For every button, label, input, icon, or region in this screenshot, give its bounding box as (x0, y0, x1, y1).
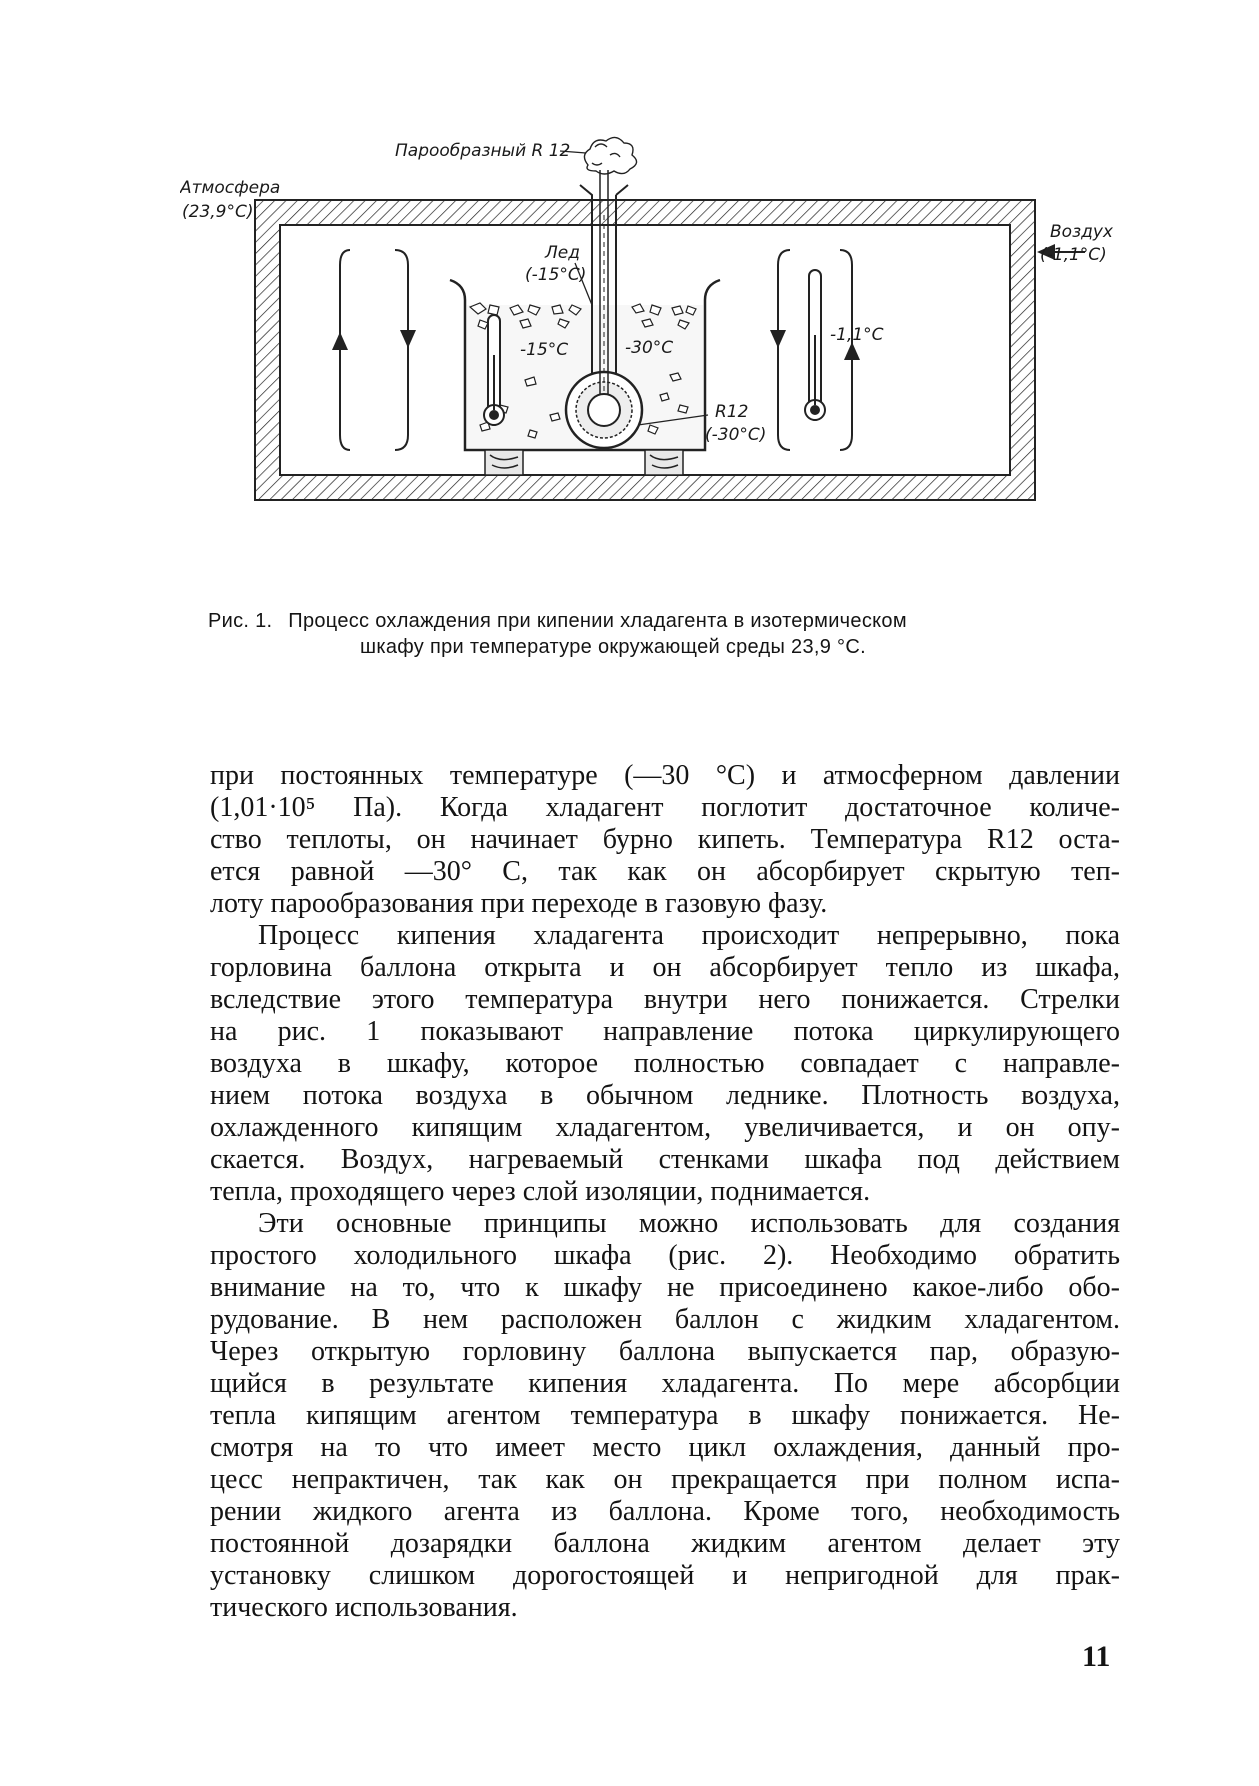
label-air: Воздух (1050, 222, 1113, 242)
thermometer-right (805, 270, 825, 420)
text-line: тического использования. (210, 1592, 518, 1623)
label-atmosphere: Атмосфера (180, 178, 281, 198)
thermometer-left (484, 315, 504, 425)
text-line: тепла кипящим агентом температура в шкафу понижается. Не- (210, 1400, 1120, 1431)
text-line: внимание на то, что к шкафу не присоединено какое-либо обо- (210, 1272, 1120, 1303)
text-line: рении жидкого агента из баллона. Кроме того, необходимость (210, 1496, 1120, 1527)
text-line: горловина баллона открыта и он абсорбирует тепло из шкафа, (210, 952, 1120, 983)
vapor-cloud (584, 137, 636, 174)
text-line: смотря на то что имеет место цикл охлаждения, данный про- (210, 1432, 1120, 1463)
text-line: простого холодильного шкафа (рис. 2). Необходимо обратить (210, 1240, 1120, 1271)
caption-number: Рис. 1. (208, 610, 273, 632)
text-line: ется равной —30° С, так как он абсорбирует скрытую теп- (210, 856, 1120, 887)
air-circulation-left (340, 250, 408, 450)
text-line: воздуха в шкафу, которое полностью совпадает с направле- (210, 1048, 1120, 1079)
caption-line-2: шкафу при температуре окружающей среды 23,9 °С. (360, 636, 866, 658)
label-vapor: Парообразный R 12 (395, 141, 571, 161)
caption-line-1 (208, 608, 1128, 634)
label-left-thermo: -15°C (520, 340, 569, 360)
text-line: установку слишком дорогостоящей и непригодной для прак- (210, 1560, 1120, 1591)
label-ice-temp: (-15°C) (525, 265, 587, 285)
text-line: скается. Воздух, нагреваемый стенками шкафа под действием (210, 1144, 1120, 1175)
label-atmosphere-temp: (23,9°C) (182, 202, 254, 222)
caption-text-1: Процесс охлаждения при кипении хладагента в изотермическом (288, 610, 907, 632)
text-line: нием потока воздуха в обычном леднике. Плотность воздуха, (210, 1080, 1120, 1111)
label-air-temp: (-1,1°C) (1040, 245, 1107, 265)
label-r12: R12 (715, 402, 749, 422)
text-line: Эти основные принципы можно использовать для создания (258, 1208, 1120, 1239)
label-right-thermo: -1,1°C (830, 325, 884, 345)
text-line: при постоянных температуре (—30 °С) и атмосферном давлении (210, 760, 1120, 791)
text-line: (1,01·10⁵ Па). Когда хладагент поглотит достаточное количе- (210, 792, 1120, 823)
figure-caption (208, 608, 1128, 660)
paragraph-1 (210, 760, 1120, 920)
label-center-thermo: -30°C (625, 338, 674, 358)
wood-supports (485, 450, 683, 475)
label-r12-temp: (-30°C) (705, 425, 767, 445)
text-line: рудование. В нем расположен баллон с жидким хладагентом. (210, 1304, 1120, 1335)
page-number: 11 (1082, 1640, 1111, 1673)
body-text (210, 760, 1120, 1624)
text-line: вследствие этого температура внутри него понижается. Стрелки (210, 984, 1120, 1015)
text-line: на рис. 1 показывают направление потока циркулирующего (210, 1016, 1120, 1047)
text-line: Через открытую горловину баллона выпускается пар, образую- (210, 1336, 1120, 1367)
text-line: щийся в результате кипения хладагента. По мере абсорбции (210, 1368, 1120, 1399)
text-line: лоту парообразования при переходе в газовую фазу. (210, 888, 828, 919)
text-line: постоянной дозарядки баллона жидким агентом делает эту (210, 1528, 1120, 1559)
label-ice: Лед (545, 243, 580, 263)
text-line: тепла, проходящего через слой изоляции, поднимается. (210, 1176, 871, 1207)
text-line: цесс непрактичен, так как он прекращается при полном испа- (210, 1464, 1120, 1495)
figure-1 (180, 125, 1140, 595)
paragraph-2 (210, 920, 1120, 1208)
text-line: Процесс кипения хладагента происходит непрерывно, пока (258, 920, 1120, 951)
refrigeration-diagram (180, 125, 1140, 595)
paragraph-3 (210, 1208, 1120, 1624)
text-line: ство теплоты, он начинает бурно кипеть. Температура R12 оста- (210, 824, 1120, 855)
text-line: охлажденного кипящим хладагентом, увеличивается, и он опу- (210, 1112, 1120, 1143)
